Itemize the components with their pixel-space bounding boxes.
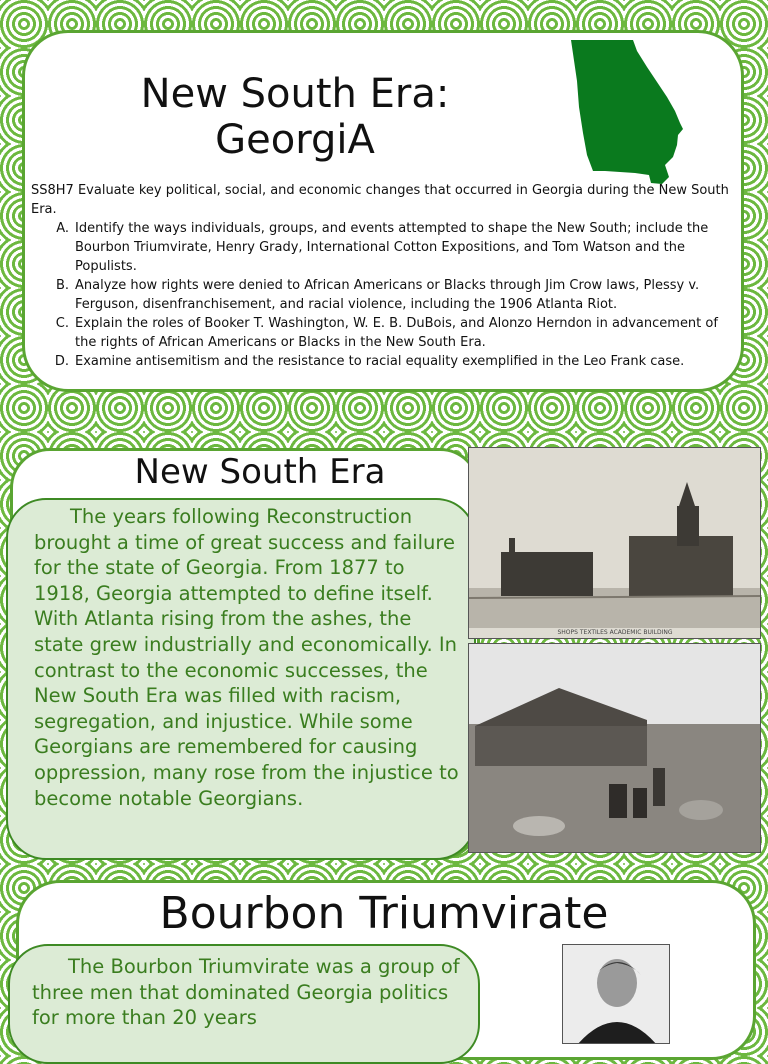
section-new-south-body: The years following Reconstruction brought a time of great success and failure for the state of Georgia. From 1877 to 1918, Georgia attempted to define itself. With Atlanta rising from the ashes, the state grew industrially and economically. In contrast to the economic successes, the New South Era was filled with racism, segregation, and injustice. While some Georgians are remembered for causing oppression, many rose from the injustice to become notable Georgians. [34,505,459,810]
item-text: Analyze how rights were denied to African Americans or Blacks through Jim Crow laws, Plessy v. Ferguson, disenfranchisement, and racial violence, including the 1906 Atlanta Riot. [75,278,700,312]
item-marker: D. [54,354,69,369]
photo-bourbon-portrait [562,944,670,1044]
photo-academic-buildings [468,447,761,639]
georgia-map-icon [565,37,695,187]
standard-item-b [31,276,731,314]
standard-item-c [31,314,731,352]
section-new-south-heading: New South Era [134,452,386,492]
standard-block [31,181,731,371]
standard-item-a [31,219,731,276]
photo-caption: SHOPS TEXTILES ACADEMIC BUILDING [557,629,673,636]
item-text: Explain the roles of Booker T. Washington, W. E. B. DuBois, and Alonzo Herndon in advancement of the rights of African Americans or Blacks in the New South Era. [75,316,718,350]
section-bourbon-body-box [8,944,480,1064]
standard-item-d [31,352,731,371]
item-text: Identify the ways individuals, groups, and events attempted to shape the New South; include the Bourbon Triumvirate, Henry Grady, International Cotton Expositions, and Tom Watson and the Populists. [75,221,709,274]
item-marker: C. [55,316,69,331]
page-title [85,71,505,163]
section-new-south-body-box [6,498,476,860]
item-marker: A. [56,221,69,236]
header-card [22,30,744,392]
item-marker: B. [55,278,69,293]
section-bourbon-heading: Bourbon Triumvirate [159,888,609,939]
section-bourbon-body: The Bourbon Triumvirate was a group of three men that dominated Georgia politics for more than 20 years [32,955,460,1030]
title-line-1: New South Era: [140,71,450,117]
item-text: Examine antisemitism and the resistance to racial equality exemplified in the Leo Frank case. [75,354,685,369]
photo-cabin-children [468,643,761,853]
standard-items [31,219,731,371]
title-line-2: GeorgiA [215,117,375,163]
standard-intro: SS8H7 Evaluate key political, social, and economic changes that occurred in Georgia during the New South Era. [31,183,729,217]
